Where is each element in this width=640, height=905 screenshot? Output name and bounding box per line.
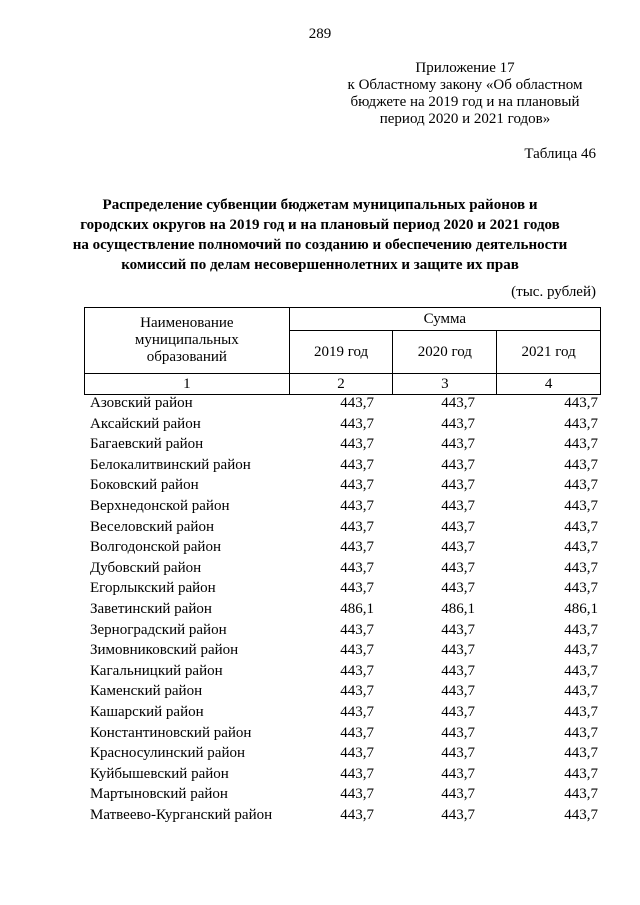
column-header-year: 2019 год bbox=[289, 331, 393, 374]
title-line: комиссий по делам несовершеннолетних и защите их прав bbox=[121, 257, 519, 273]
value-2020: 443,7 bbox=[441, 662, 475, 679]
value-2019: 443,7 bbox=[340, 621, 374, 638]
table-row bbox=[84, 599, 604, 620]
value-2020: 443,7 bbox=[441, 806, 475, 823]
value-2020: 443,7 bbox=[441, 765, 475, 782]
column-header-name-line: образований bbox=[146, 349, 227, 365]
value-2019: 443,7 bbox=[340, 662, 374, 679]
table-row bbox=[84, 805, 604, 826]
value-2021: 443,7 bbox=[564, 395, 598, 411]
value-2021: 486,1 bbox=[564, 600, 598, 617]
municipality-name: Матвеево-Курганский район bbox=[90, 806, 273, 823]
table-number: Таблица 46 bbox=[524, 146, 596, 162]
table-row bbox=[84, 743, 604, 764]
value-2019: 443,7 bbox=[340, 436, 374, 453]
value-2021: 443,7 bbox=[564, 621, 598, 638]
table-row bbox=[84, 640, 604, 661]
table-row bbox=[84, 784, 604, 805]
value-2019: 443,7 bbox=[340, 806, 374, 823]
column-header-year: 2020 год bbox=[393, 331, 497, 374]
value-2020: 486,1 bbox=[441, 600, 475, 617]
value-2020: 443,7 bbox=[441, 786, 475, 803]
value-2021: 443,7 bbox=[564, 724, 598, 741]
value-2020: 443,7 bbox=[441, 683, 475, 700]
column-header-name-line: Наименование bbox=[140, 315, 234, 331]
column-header-name bbox=[85, 308, 290, 374]
value-2019: 486,1 bbox=[340, 600, 374, 617]
value-2020: 443,7 bbox=[441, 415, 475, 432]
appendix-line: к Областному закону «Об областном bbox=[347, 77, 583, 93]
value-2020: 443,7 bbox=[441, 497, 475, 514]
value-2021: 443,7 bbox=[564, 765, 598, 782]
table-row bbox=[84, 537, 604, 558]
value-2021: 443,7 bbox=[564, 662, 598, 679]
table-row bbox=[84, 517, 604, 538]
table-row bbox=[84, 414, 604, 435]
value-2021: 443,7 bbox=[564, 806, 598, 823]
value-2021: 443,7 bbox=[564, 580, 598, 597]
appendix-line: Приложение 17 bbox=[415, 60, 515, 76]
municipality-name: Кагальницкий район bbox=[90, 662, 223, 679]
value-2019: 443,7 bbox=[340, 395, 374, 411]
value-2019: 443,7 bbox=[340, 539, 374, 556]
municipality-name: Егорлыкский район bbox=[90, 580, 216, 597]
municipality-name: Зерноградский район bbox=[90, 621, 227, 638]
value-2019: 443,7 bbox=[340, 786, 374, 803]
table-row bbox=[84, 434, 604, 455]
value-2019: 443,7 bbox=[340, 580, 374, 597]
value-2021: 443,7 bbox=[564, 539, 598, 556]
value-2019: 443,7 bbox=[340, 724, 374, 741]
value-2021: 443,7 bbox=[564, 559, 598, 576]
value-2019: 443,7 bbox=[340, 703, 374, 720]
municipality-name: Зимовниковский район bbox=[90, 642, 239, 659]
municipality-name: Кашарский район bbox=[90, 703, 204, 720]
table-row bbox=[84, 558, 604, 579]
column-number: 1 bbox=[85, 374, 290, 395]
municipality-name: Каменский район bbox=[90, 683, 203, 700]
title-line: Распределение субвенции бюджетам муниципальных районов и bbox=[102, 197, 538, 213]
value-2021: 443,7 bbox=[564, 745, 598, 762]
value-2020: 443,7 bbox=[441, 703, 475, 720]
appendix-header bbox=[300, 60, 630, 128]
table-row bbox=[84, 475, 604, 496]
municipality-name: Волгодонской район bbox=[90, 539, 221, 556]
value-2020: 443,7 bbox=[441, 518, 475, 535]
column-number: 3 bbox=[393, 374, 497, 395]
title-line: на осуществление полномочий по созданию и обеспечению деятельности bbox=[72, 237, 568, 253]
value-2021: 443,7 bbox=[564, 786, 598, 803]
municipality-name: Заветинский район bbox=[90, 600, 212, 617]
table-header bbox=[84, 307, 601, 395]
column-header-year: 2021 год bbox=[497, 331, 601, 374]
value-2019: 443,7 bbox=[340, 497, 374, 514]
appendix-line: бюджете на 2019 год и на плановый bbox=[350, 94, 580, 110]
value-2019: 443,7 bbox=[340, 683, 374, 700]
value-2019: 443,7 bbox=[340, 415, 374, 432]
value-2019: 443,7 bbox=[340, 477, 374, 494]
value-2020: 443,7 bbox=[441, 724, 475, 741]
document-title bbox=[40, 195, 600, 275]
value-2021: 443,7 bbox=[564, 477, 598, 494]
column-header-name-line: муниципальных bbox=[134, 332, 239, 348]
municipality-name: Аксайский район bbox=[90, 415, 201, 432]
value-2020: 443,7 bbox=[441, 580, 475, 597]
value-2020: 443,7 bbox=[441, 745, 475, 762]
value-2021: 443,7 bbox=[564, 642, 598, 659]
value-2020: 443,7 bbox=[441, 436, 475, 453]
value-2020: 443,7 bbox=[441, 621, 475, 638]
municipality-name: Веселовский район bbox=[90, 518, 214, 535]
column-number: 2 bbox=[289, 374, 393, 395]
value-2020: 443,7 bbox=[441, 539, 475, 556]
value-2020: 443,7 bbox=[441, 395, 475, 411]
value-2020: 443,7 bbox=[441, 642, 475, 659]
units-label: (тыс. рублей) bbox=[511, 284, 596, 300]
value-2021: 443,7 bbox=[564, 703, 598, 720]
table-body bbox=[84, 393, 604, 825]
table-row bbox=[84, 578, 604, 599]
value-2021: 443,7 bbox=[564, 436, 598, 453]
column-number: 4 bbox=[497, 374, 601, 395]
municipality-name: Верхнедонской район bbox=[90, 497, 230, 514]
value-2020: 443,7 bbox=[441, 456, 475, 473]
value-2021: 443,7 bbox=[564, 497, 598, 514]
municipality-name: Азовский район bbox=[90, 395, 193, 411]
table-row bbox=[84, 702, 604, 723]
value-2020: 443,7 bbox=[441, 559, 475, 576]
municipality-name: Боковский район bbox=[90, 477, 199, 494]
table-row bbox=[84, 496, 604, 517]
title-line: городских округов на 2019 год и на плановый период 2020 и 2021 годов bbox=[80, 217, 560, 233]
municipality-name: Куйбышевский район bbox=[90, 765, 229, 782]
table-row bbox=[84, 393, 604, 414]
value-2019: 443,7 bbox=[340, 518, 374, 535]
table-row bbox=[84, 764, 604, 785]
table-row bbox=[84, 620, 604, 641]
value-2019: 443,7 bbox=[340, 456, 374, 473]
municipality-name: Белокалитвинский район bbox=[90, 456, 251, 473]
value-2021: 443,7 bbox=[564, 415, 598, 432]
value-2020: 443,7 bbox=[441, 477, 475, 494]
municipality-name: Мартыновский район bbox=[90, 786, 228, 803]
municipality-name: Константиновский район bbox=[90, 724, 252, 741]
municipality-name: Красносулинский район bbox=[90, 745, 246, 762]
value-2021: 443,7 bbox=[564, 683, 598, 700]
value-2021: 443,7 bbox=[564, 518, 598, 535]
value-2019: 443,7 bbox=[340, 559, 374, 576]
table-row bbox=[84, 661, 604, 682]
page-number: 289 bbox=[308, 26, 332, 42]
value-2019: 443,7 bbox=[340, 765, 374, 782]
municipality-name: Дубовский район bbox=[90, 559, 202, 576]
value-2021: 443,7 bbox=[564, 456, 598, 473]
table-row bbox=[84, 455, 604, 476]
column-header-sum: Сумма bbox=[289, 308, 600, 331]
table-row bbox=[84, 723, 604, 744]
municipality-name: Багаевский район bbox=[90, 436, 204, 453]
table-row bbox=[84, 681, 604, 702]
value-2019: 443,7 bbox=[340, 745, 374, 762]
appendix-line: период 2020 и 2021 годов» bbox=[379, 111, 551, 127]
value-2019: 443,7 bbox=[340, 642, 374, 659]
